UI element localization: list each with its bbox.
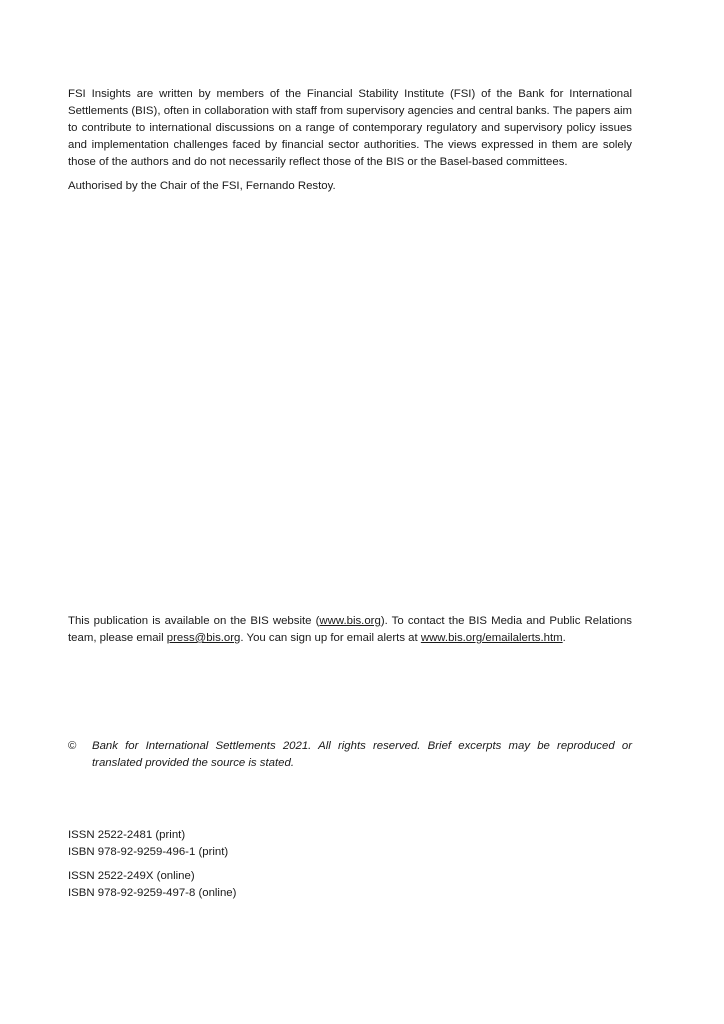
print-identifiers <box>68 827 468 861</box>
identifiers-section <box>68 827 468 909</box>
press-email-link[interactable]: press@bis.org <box>166 632 241 644</box>
bis-website-link[interactable]: www.bis.org <box>319 615 381 627</box>
online-identifiers <box>68 868 468 902</box>
intro-section <box>68 86 632 202</box>
availability-text-2: ). To contact the BIS Media and Public Relations team, please email <box>68 615 633 644</box>
availability-text-4: . <box>562 632 566 644</box>
isbn-print: ISBN 978-92-9259-496-1 (print) <box>68 846 229 858</box>
copyright-notice <box>68 738 632 772</box>
authorisation-note: Authorised by the Chair of the FSI, Fernando Restoy. <box>68 180 336 192</box>
intro-paragraph: FSI Insights are written by members of the Financial Stability Institute (FSI) of the Bank for International Settlements (BIS), often in collaboration with staff from supervisory agencies and central banks. The papers aim to contribute to international discussions on a range of contemporary regulatory and supervisory policy issues and implementation challenges faced by financial sector authorities. The views expressed in them are solely those of the authors and do not necessarily reflect those of the BIS or the Basel-based committees. <box>68 88 632 168</box>
copyright-text: Bank for International Settlements 2021. All rights reserved. Brief excerpts may be reproduced or translated provided the source is stated. <box>92 740 632 769</box>
availability-text-1: This publication is available on the BIS website ( <box>68 615 320 627</box>
email-alerts-link[interactable]: www.bis.org/emailalerts.htm <box>420 632 563 644</box>
availability-text-3: . You can sign up for email alerts at <box>240 632 421 644</box>
availability-paragraph <box>68 613 632 647</box>
issn-online: ISSN 2522-249X (online) <box>68 870 195 882</box>
issn-print: ISSN 2522-2481 (print) <box>68 829 186 841</box>
isbn-online: ISBN 978-92-9259-497-8 (online) <box>68 887 237 899</box>
availability-section <box>68 613 632 647</box>
copyright-symbol: © <box>68 740 77 752</box>
